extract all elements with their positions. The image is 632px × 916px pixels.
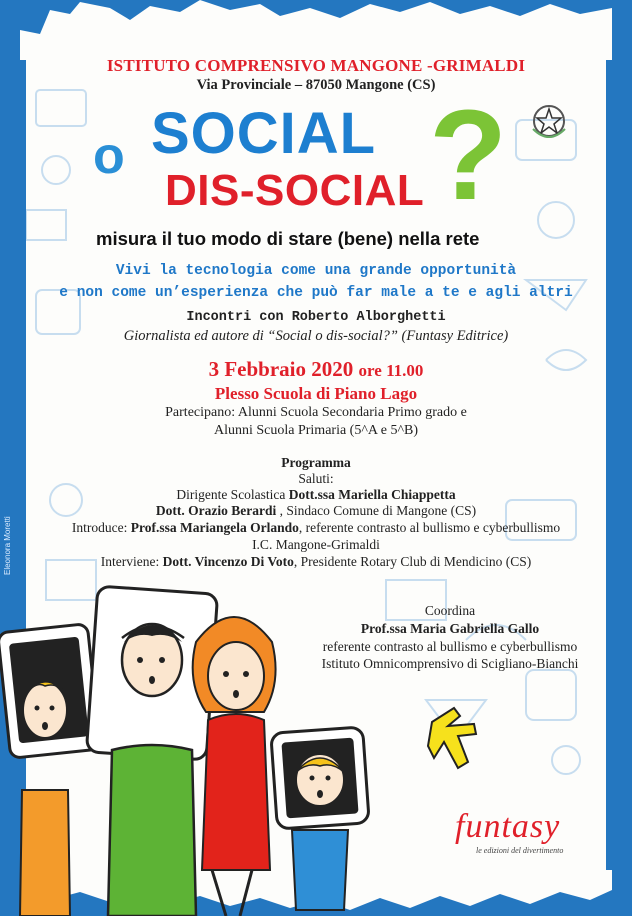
publisher-logo: funtasy [455, 808, 561, 845]
dirigente-role: Dirigente Scolastica [176, 487, 289, 502]
logo-o: o [93, 127, 125, 185]
programma-ic: I.C. Mangone-Grimaldi [252, 537, 380, 552]
event-venue: Plesso Scuola di Piano Lago [214, 384, 418, 403]
sindaco-name: Dott. Orazio Berardi [155, 503, 277, 518]
tagline: misura il tuo modo di stare (bene) nella rete [96, 228, 480, 249]
introduce-label: Introduce: [71, 520, 131, 535]
dirigente-name: Dott.ssa Mariella Chiappetta [288, 487, 456, 502]
logo-dis-social: DIS-SOCIAL [165, 166, 425, 215]
event-date-day: 3 Febbraio 2020 [208, 357, 354, 381]
interviene-name: Dott. Vincenzo Di Voto [162, 554, 294, 569]
kid-tablet-center [86, 586, 217, 916]
lead-line-1: Vivi la tecnologia come una grande opportunità [115, 263, 517, 279]
event-time: ore 11.00 [358, 361, 424, 380]
kids-with-tablets-illustration [0, 580, 632, 916]
interviene-role: , Presidente Rotary Club di Mendicino (CS) [293, 554, 532, 569]
logo-social: SOCIAL [151, 101, 377, 166]
school-name: ISTITUTO COMPRENSIVO MANGONE -GRIMALDI [106, 56, 526, 75]
coordina-role: referente contrasto al bullismo e cyberbullismo [322, 639, 578, 654]
programma-saluti: Saluti: [298, 471, 334, 486]
programma-introduce [0, 520, 632, 536]
event-date [0, 357, 632, 382]
kid-tablet-left [0, 624, 100, 916]
publisher-subtitle: le edizioni del divertimento [476, 846, 564, 855]
introduce-name: Prof.ssa Mariangela Orlando [130, 520, 299, 535]
school-address: Via Provinciale – 87050 Mangone (CS) [196, 77, 436, 93]
programma-dirigente [0, 487, 632, 503]
coordina-label: Coordina [424, 603, 476, 618]
italian-republic-emblem-icon [527, 99, 571, 145]
interviene-label: Interviene: [100, 554, 163, 569]
lead-line-2: e non come un’esperienza che può far male a te e agli altri [59, 285, 573, 301]
torn-paper-top-edge [20, 0, 612, 60]
introduce-role: , referente contrasto al bullismo e cyberbullismo [298, 520, 561, 535]
logo-question-mark: ? [429, 84, 508, 227]
participants-line-2: Alunni Scuola Primaria (5^A e 5^B) [213, 423, 419, 438]
author-description: Giornalista ed autore di “Social o dis-social?” (Funtasy Editrice) [123, 328, 509, 344]
programma-sindaco [0, 503, 632, 519]
incontri-heading: Incontri con Roberto Alborghetti [186, 310, 446, 325]
sindaco-role: , Sindaco Comune di Mangone (CS) [276, 503, 477, 518]
participants-line-1: Partecipano: Alunni Scuola Secondaria Primo grado e [165, 405, 467, 420]
programma-title: Programma [281, 455, 351, 470]
yellow-pointing-hand-icon [424, 702, 482, 782]
coordina-name: Prof.ssa Maria Gabriella Gallo [360, 621, 540, 636]
kid-girl [193, 617, 276, 916]
illustrator-credit: Eleonora Moretti [3, 516, 12, 575]
programma-interviene [0, 554, 632, 570]
coordina-institute: Istituto Omnicomprensivo di Scigliano-Bianchi [321, 656, 579, 671]
kid-tablet-right [271, 727, 369, 910]
